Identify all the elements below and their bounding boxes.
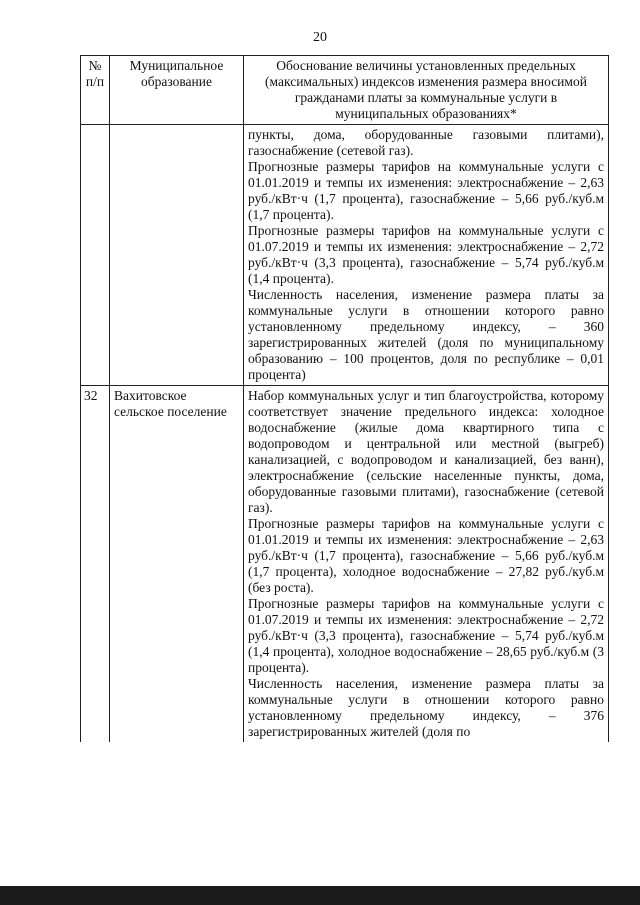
row-municipality <box>110 125 244 386</box>
header-justification: Обоснование величины установленных предельных (максимальных) индексов изменения размера вносимой гражданами платы за коммунальные услуги в муниципальных образованиях* <box>244 56 609 125</box>
header-municipality: Муниципальное образование <box>110 56 244 125</box>
page-number: 20 <box>313 30 327 45</box>
table-row <box>81 125 609 386</box>
row-justification <box>244 386 609 743</box>
paragraph: Прогнозные размеры тарифов на коммунальные услуги с 01.01.2019 и темпы их изменения: электроснабжение – 2,63 руб./кВт·ч (1,7 процента), газоснабжение – 5,66 руб./куб.м (1,7 процента). <box>248 159 604 222</box>
paragraph: Численность населения, изменение размера платы за коммунальные услуги в отношении которого равно установленному предельному индексу, – 360 зарегистрированных жителей (доля по муниципальному образованию – 100 процентов, доля по республике – 0,01 процента) <box>248 287 604 382</box>
paragraph: Прогнозные размеры тарифов на коммунальные услуги с 01.07.2019 и темпы их изменения: электроснабжение – 2,72 руб./кВт·ч (3,3 процента), газоснабжение – 5,74 руб./куб.м (1,4 процента). <box>248 223 604 286</box>
row-num <box>81 125 110 386</box>
row-municipality: Вахитовское сельское поселение <box>110 386 244 743</box>
paragraph: Прогнозные размеры тарифов на коммунальные услуги с 01.07.2019 и темпы их изменения: электроснабжение – 2,72 руб./кВт·ч (3,3 процента), газоснабжение – 5,74 руб./куб.м (1,4 процента), холодное водоснабжение – 28,65 руб./куб.м (3 процента). <box>248 596 604 675</box>
tariff-table <box>80 55 609 742</box>
scan-edge-shadow <box>0 886 640 905</box>
paragraph: Прогнозные размеры тарифов на коммунальные услуги с 01.01.2019 и темпы их изменения: электроснабжение – 2,63 руб./кВт·ч (1,7 процента), газоснабжение – 5,66 руб./куб.м (1,7 процента), холодное водоснабжение – 27,82 руб./куб.м (без роста). <box>248 516 604 595</box>
header-num: № п/п <box>81 56 110 125</box>
row-num: 32 <box>81 386 110 743</box>
table-row <box>81 386 609 743</box>
paragraph: Численность населения, изменение размера платы за коммунальные услуги в отношении которого равно установленному предельному индексу, – 376 зарегистрированных жителей (доля по <box>248 676 604 739</box>
paragraph: пункты, дома, оборудованные газовыми плитами), газоснабжение (сетевой газ). <box>248 127 604 158</box>
paragraph: Набор коммунальных услуг и тип благоустройства, которому соответствует значение предельного индекса: холодное водоснабжение (жилые дома квартирного типа с водопроводом и центральной или местной (выгреб) канализацией, с водопроводом и канализацией, без ванн), электроснабжение (сельские населенные пункты, дома, оборудованные газовыми плитами), газоснабжение (сетевой газ). <box>248 388 604 515</box>
table-header-row <box>81 56 609 125</box>
row-justification <box>244 125 609 386</box>
